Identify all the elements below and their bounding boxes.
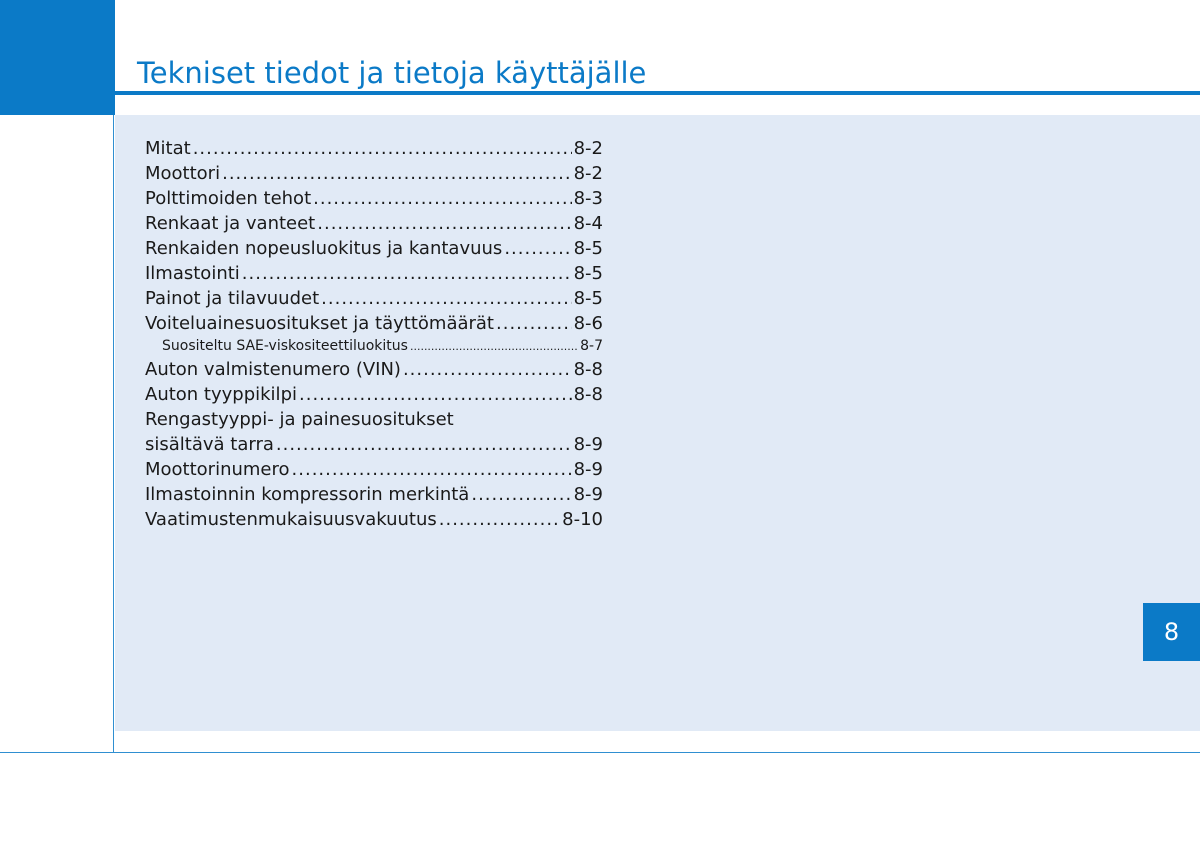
toc-entry-label: Voiteluainesuositukset ja täyttömäärät: [145, 313, 494, 334]
toc-entry-label: Auton valmistenumero (VIN): [145, 359, 401, 380]
toc-entry-page: 8-9: [573, 484, 603, 505]
toc-leader-dots: [321, 286, 571, 311]
toc-entry[interactable]: [145, 432, 603, 457]
toc-entry-page: 8-3: [573, 188, 603, 209]
toc-entry-label: Moottorinumero: [145, 459, 290, 480]
toc-entry-page: 8-4: [573, 213, 603, 234]
toc-leader-dots: [313, 186, 571, 211]
toc-entry[interactable]: [145, 507, 603, 532]
toc-entry[interactable]: [145, 136, 603, 161]
toc-entry[interactable]: [145, 382, 603, 407]
toc-entry-label: Rengastyyppi- ja painesuositukset: [145, 409, 454, 430]
toc-entry-label: Mitat: [145, 138, 191, 159]
chapter-tab[interactable]: 8: [1143, 603, 1200, 661]
table-of-contents: [145, 136, 603, 532]
toc-entry-page: 8-2: [573, 163, 603, 184]
toc-leader-dots: [471, 482, 571, 507]
toc-entry-page: 8-5: [573, 238, 603, 259]
toc-entry-page: 8-6: [573, 313, 603, 334]
toc-subentry[interactable]: [145, 336, 603, 357]
toc-leader-dots: [410, 336, 578, 357]
page-title: Tekniset tiedot ja tietoja käyttäjälle: [137, 56, 647, 90]
toc-leader-dots: [504, 236, 571, 261]
toc-leader-dots: [292, 457, 572, 482]
toc-entry-label: Renkaat ja vanteet: [145, 213, 316, 234]
toc-entry-page: 8-5: [573, 288, 603, 309]
toc-entry-page: 8-7: [580, 338, 603, 354]
toc-leader-dots: [496, 311, 572, 336]
toc-entry-page: 8-5: [573, 263, 603, 284]
toc-leader-dots: [317, 211, 571, 236]
toc-leader-dots: [439, 507, 560, 532]
toc-entry-label: sisältävä tarra: [145, 434, 274, 455]
toc-entry[interactable]: [145, 211, 603, 236]
toc-entry[interactable]: [145, 161, 603, 186]
toc-entry-label: Painot ja tilavuudet: [145, 288, 320, 309]
toc-entry-first-line[interactable]: [145, 407, 603, 432]
chapter-color-block: [0, 0, 115, 115]
toc-entry[interactable]: [145, 261, 603, 286]
toc-entry-page: 8-8: [573, 359, 603, 380]
toc-entry-label: Suositeltu SAE-viskositeettiluokitus: [162, 338, 408, 354]
toc-entry[interactable]: [145, 311, 603, 336]
toc-entry-page: 8-9: [573, 434, 603, 455]
toc-entry-page: 8-10: [562, 509, 603, 530]
toc-entry[interactable]: [145, 286, 603, 311]
toc-entry[interactable]: [145, 236, 603, 261]
toc-entry-page: 8-9: [573, 459, 603, 480]
bottom-rule: [0, 752, 1200, 753]
toc-entry-page: 8-8: [573, 384, 603, 405]
toc-entry[interactable]: [145, 457, 603, 482]
toc-entry[interactable]: [145, 186, 603, 211]
toc-entry[interactable]: [145, 482, 603, 507]
left-margin-line: [113, 115, 114, 753]
toc-entry-label: Moottori: [145, 163, 221, 184]
toc-leader-dots: [222, 161, 572, 186]
toc-leader-dots: [276, 432, 572, 457]
toc-entry-label: Auton tyyppikilpi: [145, 384, 297, 405]
toc-leader-dots: [299, 382, 572, 407]
toc-entry[interactable]: [145, 357, 603, 382]
title-underline: [115, 91, 1200, 95]
toc-entry-page: 8-2: [573, 138, 603, 159]
toc-leader-dots: [403, 357, 572, 382]
toc-entry-label: Vaatimustenmukaisuusvakuutus: [145, 509, 437, 530]
toc-entry-label: Ilmastointi: [145, 263, 240, 284]
toc-entry-label: Ilmastoinnin kompressorin merkintä: [145, 484, 470, 505]
toc-leader-dots: [242, 261, 572, 286]
toc-leader-dots: [193, 136, 572, 161]
toc-entry-label: Renkaiden nopeusluokitus ja kantavuus: [145, 238, 503, 259]
toc-entry-label: Polttimoiden tehot: [145, 188, 312, 209]
